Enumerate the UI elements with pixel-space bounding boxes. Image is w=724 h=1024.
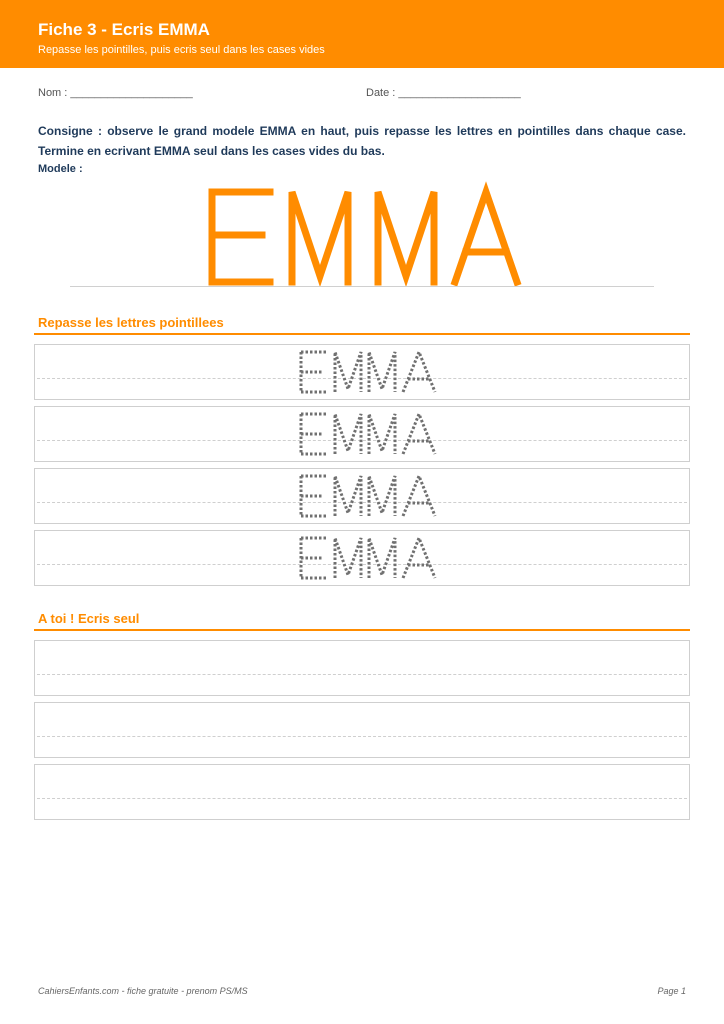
- writing-box[interactable]: [34, 702, 690, 758]
- traceable-word: [35, 345, 689, 399]
- page-title: Fiche 3 - Ecris EMMA: [38, 20, 210, 39]
- writing-guide-line: [37, 736, 687, 737]
- footer-page-number: Page 1: [657, 986, 686, 996]
- model-letter-m1: [292, 192, 348, 282]
- model-letter-e: [212, 192, 270, 282]
- traceable-word: [35, 407, 689, 461]
- trace-box: [34, 468, 690, 524]
- traceable-letter-m: [335, 538, 361, 578]
- free-section-rule: [34, 629, 690, 631]
- traceable-letter-m: [369, 538, 395, 578]
- traceable-letter-m: [335, 476, 361, 516]
- trace-box: [34, 344, 690, 400]
- writing-box[interactable]: [34, 764, 690, 820]
- instructions-text: Consigne : observe le grand modele EMMA en haut, puis repasse les lettres en pointilles dans chaque case. Termine en ecrivant EMMA seul dans les cases vides du bas.: [38, 124, 686, 158]
- traceable-letter-a: [403, 352, 435, 392]
- traceable-letter-e: [301, 414, 327, 454]
- traceable-letter-e: [301, 352, 327, 392]
- footer-source: CahiersEnfants.com - fiche gratuite - prenom PS/MS: [38, 986, 248, 996]
- traceable-letter-a: [403, 538, 435, 578]
- writing-guide-line: [37, 798, 687, 799]
- traceable-letter-e: [301, 476, 327, 516]
- model-letter-m2: [378, 192, 434, 282]
- trace-box: [34, 530, 690, 586]
- trace-box: [34, 406, 690, 462]
- traceable-letter-m: [335, 414, 361, 454]
- traceable-letter-m: [369, 476, 395, 516]
- traceable-letter-m: [369, 414, 395, 454]
- writing-box[interactable]: [34, 640, 690, 696]
- model-label: Modele :: [38, 163, 83, 175]
- traceable-word: [35, 469, 689, 523]
- page-header: [0, 0, 724, 68]
- trace-section-title: Repasse les lettres pointillees: [38, 315, 224, 330]
- writing-guide-line: [37, 674, 687, 675]
- name-field: Nom : ____________________: [38, 87, 193, 99]
- traceable-letter-e: [301, 538, 327, 578]
- traceable-letter-m: [335, 352, 361, 392]
- model-letter-a: [455, 192, 517, 282]
- trace-section-rule: [34, 333, 690, 335]
- traceable-letter-a: [403, 476, 435, 516]
- traceable-letter-m: [369, 352, 395, 392]
- date-field: Date : ____________________: [366, 87, 521, 99]
- model-word-emma: [0, 180, 724, 290]
- model-baseline: [70, 286, 654, 287]
- page-subtitle: Repasse les pointilles, puis ecris seul dans les cases vides: [38, 44, 325, 56]
- traceable-word: [35, 531, 689, 585]
- free-section-title: A toi ! Ecris seul: [38, 611, 140, 626]
- traceable-letter-a: [403, 414, 435, 454]
